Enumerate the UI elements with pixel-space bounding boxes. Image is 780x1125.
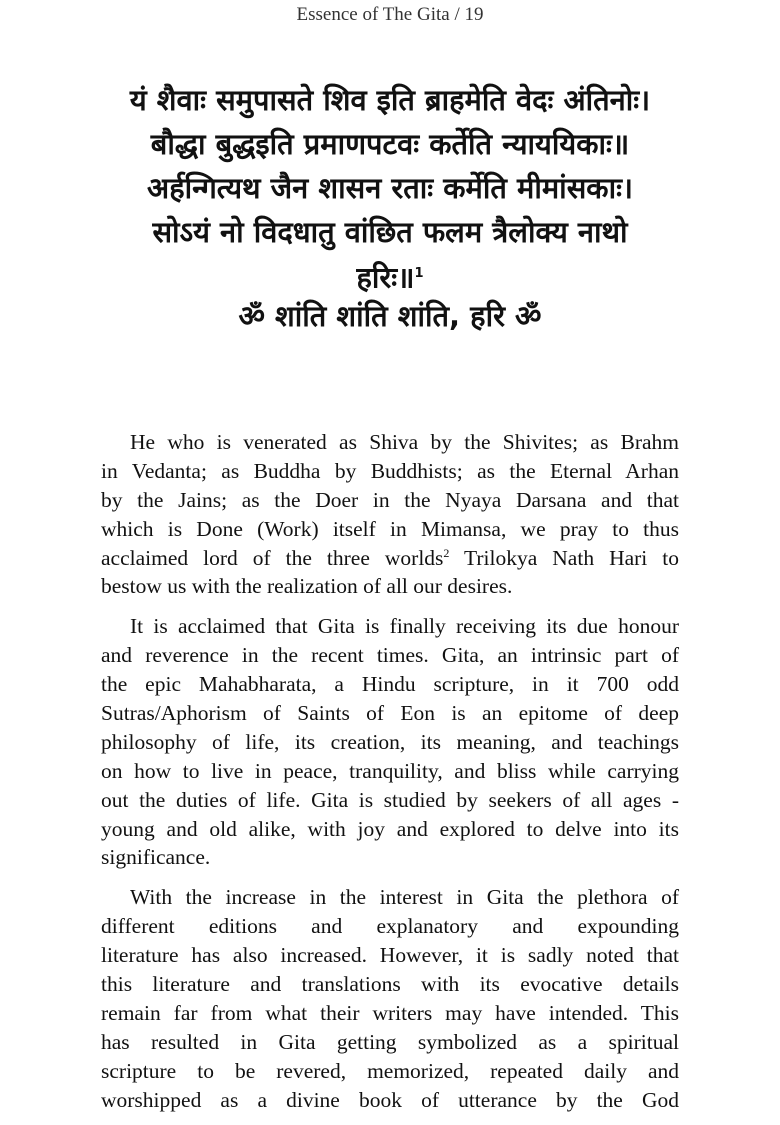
text-line: worshipped as a divine book of utterance by the God — [101, 1087, 679, 1112]
running-header: Essence of The Gita / 19 — [296, 4, 484, 25]
text-line: philosophy of life, its creation, its meaning, and teachings — [101, 729, 679, 754]
text-line: out the duties of life. Gita is studied by seekers of all ages - — [101, 787, 679, 812]
text-line: With the increase in the interest in Gita the plethora of — [130, 885, 679, 910]
text-line: Sutras/Aphorism of Saints of Eon is an epitome of deep — [101, 701, 679, 726]
verse-line: यं शैवाः समुपासते शिव इति ब्राहमेति वेदः अंतिनोः। — [129, 83, 651, 117]
body-text — [101, 428, 679, 1125]
sanskrit-verse — [0, 78, 780, 338]
text-line: significance. — [101, 845, 211, 870]
text-span: acclaimed lord of the three worlds — [101, 545, 444, 570]
verse-text: हरिः॥ — [356, 260, 415, 295]
text-line: literature has also increased. However, it is sadly noted that — [101, 943, 679, 968]
text-line — [101, 544, 679, 573]
text-line: the epic Mahabharata, a Hindu scripture, in it 700 odd — [101, 672, 679, 697]
text-line: scripture to be revered, memorized, repeated daily and — [101, 1058, 679, 1083]
paragraph — [101, 883, 679, 1114]
verse-line: सोऽयं नो विदधातु वांछित फलम त्रैलोक्य नाथो — [152, 215, 628, 249]
text-span: Trilokya Nath Hari to — [449, 545, 679, 570]
text-line: which is Done (Work) itself in Mimansa, we pray to thus — [101, 516, 679, 541]
text-line: has resulted in Gita getting symbolized as a spiritual — [101, 1029, 679, 1054]
footnote-mark: 2 — [443, 545, 450, 560]
text-line: this literature and translations with its evocative details — [101, 972, 679, 997]
text-line: remain far from what their writers may have intended. This — [101, 1000, 679, 1025]
text-line: different editions and explanatory and expounding — [101, 914, 679, 939]
text-line: by the Jains; as the Doer in the Nyaya Darsana and that — [101, 487, 679, 512]
paragraph — [101, 612, 679, 872]
paragraph — [101, 428, 679, 601]
text-line: in Vedanta; as Buddha by Buddhists; as the Eternal Arhan — [101, 458, 679, 483]
verse-line: अर्हन्गित्यथ जैन शासन रताः कर्मेति मीमांसकाः। — [147, 171, 633, 205]
footnote-mark: 1 — [414, 266, 424, 281]
text-line: and reverence in the recent times. Gita, an intrinsic part of — [101, 643, 679, 668]
text-line: bestow us with the realization of all our desires. — [101, 574, 513, 599]
text-line: on how to live in peace, tranquility, and bliss while carrying — [101, 758, 679, 783]
verse-line — [0, 254, 780, 294]
verse-closing: ॐ शांति शांति शांति, हरि ॐ — [238, 299, 542, 333]
text-line: young and old alike, with joy and explored to delve into its — [101, 816, 679, 841]
verse-line: बौद्धा बुद्धइति प्रमाणपटवः कर्तेति न्याययिकाः॥ — [150, 127, 630, 161]
text-line: It is acclaimed that Gita is finally receiving its due honour — [130, 614, 679, 639]
text-line: He who is venerated as Shiva by the Shivites; as Brahm — [130, 430, 679, 454]
